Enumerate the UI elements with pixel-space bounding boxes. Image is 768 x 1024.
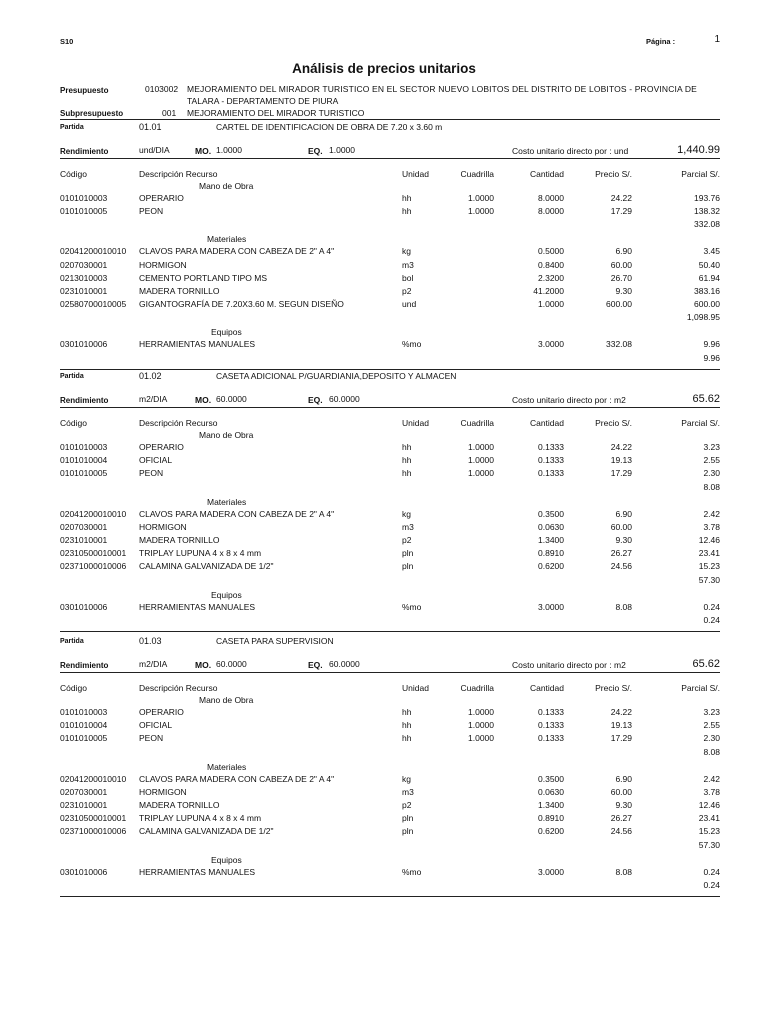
- partida-label: Partida: [60, 638, 84, 645]
- partida-label: Partida: [60, 124, 84, 131]
- resource-parcial: 2.42: [703, 508, 720, 519]
- mo-label: MO.: [195, 660, 212, 670]
- divider: [60, 369, 720, 370]
- resource-cantidad: 0.6200: [538, 561, 564, 572]
- resource-precio: 332.08: [606, 339, 632, 350]
- resource-cantidad: 0.1333: [538, 707, 564, 717]
- subpresupuesto-code: 001: [162, 108, 177, 118]
- section-equipos: Equipos: [211, 589, 242, 600]
- column-header-precio: Precio S/.: [595, 418, 632, 428]
- section-materiales: Materiales: [207, 761, 247, 772]
- rendimiento-label: Rendimiento: [60, 396, 109, 405]
- resource-code: 0101010005: [60, 206, 108, 217]
- resource-parcial: 3.45: [703, 246, 720, 257]
- resource-description: MADERA TORNILLO: [139, 800, 220, 810]
- divider: [60, 631, 720, 632]
- divider: [60, 896, 720, 897]
- resource-description: PEON: [139, 733, 164, 744]
- resource-cantidad: 1.3400: [538, 535, 564, 545]
- resource-cantidad: 0.8910: [538, 548, 564, 559]
- resource-code: 0231010001: [60, 800, 108, 810]
- costo-unitario-label: Costo unitario directo por : und: [512, 146, 629, 156]
- section-equipos: Equipos: [211, 327, 242, 338]
- resource-code: 0231010001: [60, 286, 108, 296]
- resource-precio: 24.22: [610, 707, 632, 717]
- costo-unitario-label: Costo unitario directo por : m2: [512, 395, 626, 405]
- resource-description: TRIPLAY LUPUNA 4 x 8 x 4 mm: [139, 813, 262, 824]
- resource-parcial: 0.24: [703, 866, 720, 877]
- resource-unit: p2: [402, 800, 412, 810]
- resource-description: OFICIAL: [139, 455, 173, 466]
- resource-code: 0213010003: [60, 272, 108, 283]
- resource-precio: 600.00: [606, 299, 632, 310]
- divider: [60, 119, 720, 120]
- resource-cantidad: 0.1333: [538, 733, 564, 744]
- resource-cuadrilla: 1.0000: [468, 707, 494, 717]
- resource-precio: 60.00: [610, 521, 632, 532]
- resource-code: 0101010004: [60, 455, 108, 466]
- resource-unit: hh: [402, 733, 412, 744]
- resource-unit: %mo: [402, 601, 422, 612]
- resource-description: MADERA TORNILLO: [139, 286, 220, 296]
- resource-code: 0207030001: [60, 786, 108, 797]
- resource-precio: 9.30: [615, 286, 632, 296]
- partida-label: Partida: [60, 373, 84, 380]
- resource-parcial: 2.30: [703, 468, 720, 479]
- resource-parcial: 15.23: [698, 826, 720, 837]
- column-header-description: Descripción Recurso: [139, 418, 218, 428]
- resource-precio: 9.30: [615, 800, 632, 810]
- resource-cantidad: 3.0000: [538, 601, 564, 612]
- costo-unitario-label: Costo unitario directo por : m2: [512, 660, 626, 670]
- eq-label: EQ.: [308, 146, 323, 156]
- resource-description: GIGANTOGRAFÍA DE 7.20X3.60 M. SEGUN DISEÑO: [139, 299, 344, 310]
- materiales-total: 1,098.95: [686, 312, 720, 323]
- resource-precio: 60.00: [610, 259, 632, 270]
- resource-unit: m3: [402, 259, 414, 270]
- resource-unit: hh: [402, 455, 412, 466]
- eq-value: 60.0000: [329, 394, 360, 404]
- costo-unitario-value: 1,440.99: [677, 144, 720, 156]
- resource-code: 0301010006: [60, 601, 108, 612]
- mo-value: 60.0000: [216, 394, 247, 404]
- column-header-cuadrilla: Cuadrilla: [460, 683, 494, 693]
- resource-unit: pln: [402, 561, 414, 572]
- rendimiento-unit: m2/DIA: [139, 394, 168, 404]
- resource-parcial: 3.78: [703, 521, 720, 532]
- resource-description: OPERARIO: [139, 442, 184, 452]
- resource-precio: 9.30: [615, 535, 632, 545]
- column-header-parcial: Parcial S/.: [681, 418, 720, 428]
- resource-cantidad: 0.3500: [538, 773, 564, 784]
- presupuesto-name-line1: MEJORAMIENTO DEL MIRADOR TURISTICO EN EL SECTOR NUEVO LOBITOS DEL DISTRITO DE LOBITOS - PROVINCIA DE: [187, 84, 697, 94]
- resource-parcial: 23.41: [698, 813, 720, 824]
- equipos-total: 9.96: [703, 352, 720, 363]
- resource-description: CALAMINA GALVANIZADA DE 1/2": [139, 826, 274, 837]
- divider: [60, 158, 720, 159]
- mo-label: MO.: [195, 146, 212, 156]
- resource-cantidad: 0.3500: [538, 508, 564, 519]
- partida-code: 01.02: [139, 371, 162, 381]
- resource-description: HERRAMIENTAS MANUALES: [139, 339, 256, 350]
- resource-code: 02371000010006: [60, 826, 127, 837]
- column-header-code: Código: [60, 418, 87, 428]
- presupuesto-code: 0103002: [145, 84, 179, 94]
- resource-code: 0301010006: [60, 339, 108, 350]
- resource-code: 0207030001: [60, 521, 108, 532]
- mo-value: 1.0000: [216, 145, 242, 155]
- partida-code: 01.03: [139, 636, 162, 646]
- resource-unit: hh: [402, 720, 412, 731]
- resource-description: PEON: [139, 468, 164, 479]
- resource-cantidad: 0.8400: [538, 259, 564, 270]
- resource-cantidad: 8.0000: [538, 193, 564, 203]
- presupuesto-label: Presupuesto: [60, 86, 109, 95]
- resource-unit: %mo: [402, 339, 422, 350]
- resource-cantidad: 8.0000: [538, 206, 564, 217]
- resource-precio: 26.70: [610, 272, 632, 283]
- resource-cantidad: 0.1333: [538, 720, 564, 731]
- subpresupuesto-name: MEJORAMIENTO DEL MIRADOR TURISTICO: [187, 108, 365, 118]
- resource-unit: m3: [402, 786, 414, 797]
- resource-precio: 8.08: [615, 866, 632, 877]
- resource-precio: 24.56: [610, 561, 632, 572]
- resource-code: 0101010003: [60, 442, 108, 452]
- resource-unit: hh: [402, 193, 412, 203]
- resource-unit: hh: [402, 468, 412, 479]
- costo-unitario-value: 65.62: [692, 658, 720, 670]
- resource-cantidad: 0.5000: [538, 246, 564, 257]
- resource-code: 0101010005: [60, 468, 108, 479]
- resource-code: 02041200010010: [60, 773, 127, 784]
- mano-de-obra-total: 8.08: [703, 481, 720, 492]
- resource-description: OFICIAL: [139, 720, 173, 731]
- resource-description: HORMIGON: [139, 521, 187, 532]
- resource-unit: pln: [402, 826, 414, 837]
- resource-precio: 60.00: [610, 786, 632, 797]
- resource-cuadrilla: 1.0000: [468, 720, 494, 731]
- resource-code: 0231010001: [60, 535, 108, 545]
- eq-value: 1.0000: [329, 145, 355, 155]
- resource-cuadrilla: 1.0000: [468, 193, 494, 203]
- section-mano-de-obra: Mano de Obra: [199, 695, 254, 705]
- resource-cuadrilla: 1.0000: [468, 733, 494, 744]
- resource-cuadrilla: 1.0000: [468, 206, 494, 217]
- column-header-unit: Unidad: [402, 683, 429, 693]
- resource-unit: kg: [402, 246, 411, 257]
- resource-parcial: 12.46: [698, 800, 720, 810]
- section-mano-de-obra: Mano de Obra: [199, 430, 254, 440]
- resource-precio: 17.29: [610, 468, 632, 479]
- resource-description: TRIPLAY LUPUNA 4 x 8 x 4 mm: [139, 548, 262, 559]
- resource-cantidad: 41.2000: [533, 286, 564, 296]
- resource-description: CALAMINA GALVANIZADA DE 1/2": [139, 561, 274, 572]
- resource-unit: kg: [402, 773, 411, 784]
- rendimiento-unit: und/DIA: [139, 145, 170, 155]
- page-label: Página :: [646, 37, 676, 46]
- resource-code: 02310500010001: [60, 548, 127, 559]
- page-number: 1: [714, 34, 720, 45]
- resource-description: HERRAMIENTAS MANUALES: [139, 601, 256, 612]
- resource-parcial: 3.23: [703, 707, 720, 717]
- resource-parcial: 9.96: [703, 339, 720, 350]
- resource-cantidad: 1.0000: [538, 299, 564, 310]
- equipos-total: 0.24: [703, 879, 720, 890]
- resource-cantidad: 2.3200: [538, 272, 564, 283]
- resource-parcial: 600.00: [694, 299, 720, 310]
- resource-description: MADERA TORNILLO: [139, 535, 220, 545]
- column-header-precio: Precio S/.: [595, 169, 632, 179]
- mo-label: MO.: [195, 395, 212, 405]
- section-materiales: Materiales: [207, 234, 247, 245]
- resource-code: 0207030001: [60, 259, 108, 270]
- presupuesto-name-line2: TALARA - DEPARTAMENTO DE PIURA: [187, 96, 339, 106]
- system-label: S10: [60, 37, 74, 46]
- resource-parcial: 15.23: [698, 561, 720, 572]
- resource-description: OPERARIO: [139, 707, 184, 717]
- resource-parcial: 2.30: [703, 733, 720, 744]
- resource-code: 02041200010010: [60, 246, 127, 257]
- resource-code: 0101010003: [60, 193, 108, 203]
- resource-code: 02371000010006: [60, 561, 127, 572]
- eq-label: EQ.: [308, 660, 323, 670]
- rendimiento-label: Rendimiento: [60, 661, 109, 670]
- resource-description: HORMIGON: [139, 786, 187, 797]
- rendimiento-unit: m2/DIA: [139, 659, 168, 669]
- resource-code: 0101010003: [60, 707, 108, 717]
- resource-precio: 24.22: [610, 442, 632, 452]
- resource-cantidad: 0.1333: [538, 442, 564, 452]
- resource-parcial: 3.78: [703, 786, 720, 797]
- divider: [60, 407, 720, 408]
- column-header-unit: Unidad: [402, 418, 429, 428]
- resource-cantidad: 3.0000: [538, 866, 564, 877]
- resource-description: HERRAMIENTAS MANUALES: [139, 866, 256, 877]
- column-header-precio: Precio S/.: [595, 683, 632, 693]
- resource-cuadrilla: 1.0000: [468, 468, 494, 479]
- column-header-cantidad: Cantidad: [529, 418, 564, 428]
- resource-unit: p2: [402, 286, 412, 296]
- resource-cantidad: 3.0000: [538, 339, 564, 350]
- resource-description: CLAVOS PARA MADERA CON CABEZA DE 2" A 4": [139, 508, 335, 519]
- column-header-cuadrilla: Cuadrilla: [460, 169, 494, 179]
- resource-code: 0101010004: [60, 720, 108, 731]
- column-header-description: Descripción Recurso: [139, 683, 218, 693]
- resource-unit: hh: [402, 442, 412, 452]
- resource-parcial: 2.55: [703, 720, 720, 731]
- resource-parcial: 61.94: [698, 272, 720, 283]
- resource-parcial: 138.32: [694, 206, 720, 217]
- equipos-total: 0.24: [703, 614, 720, 625]
- resource-precio: 17.29: [610, 206, 632, 217]
- resource-precio: 6.90: [615, 773, 632, 784]
- column-header-code: Código: [60, 683, 87, 693]
- resource-unit: kg: [402, 508, 411, 519]
- column-header-description: Descripción Recurso: [139, 169, 218, 179]
- costo-unitario-value: 65.62: [692, 393, 720, 405]
- resource-description: HORMIGON: [139, 259, 187, 270]
- resource-description: OPERARIO: [139, 193, 184, 203]
- resource-unit: und: [402, 299, 417, 310]
- resource-parcial: 2.55: [703, 455, 720, 466]
- resource-code: 0301010006: [60, 866, 108, 877]
- resource-parcial: 50.40: [698, 259, 720, 270]
- resource-unit: pln: [402, 813, 414, 824]
- resource-cuadrilla: 1.0000: [468, 442, 494, 452]
- resource-parcial: 23.41: [698, 548, 720, 559]
- resource-code: 02041200010010: [60, 508, 127, 519]
- resource-unit: p2: [402, 535, 412, 545]
- section-mano-de-obra: Mano de Obra: [199, 181, 254, 191]
- resource-unit: %mo: [402, 866, 422, 877]
- partida-name: CARTEL DE IDENTIFICACION DE OBRA DE 7.20 x 3.60 m: [216, 122, 443, 132]
- materiales-total: 57.30: [698, 574, 720, 585]
- resource-cantidad: 0.0630: [538, 786, 564, 797]
- column-header-parcial: Parcial S/.: [681, 169, 720, 179]
- materiales-total: 57.30: [698, 839, 720, 850]
- resource-code: 0101010005: [60, 733, 108, 744]
- resource-cantidad: 0.6200: [538, 826, 564, 837]
- mano-de-obra-total: 8.08: [703, 746, 720, 757]
- resource-precio: 6.90: [615, 246, 632, 257]
- column-header-cuadrilla: Cuadrilla: [460, 418, 494, 428]
- resource-unit: m3: [402, 521, 414, 532]
- rendimiento-label: Rendimiento: [60, 147, 109, 156]
- resource-cantidad: 0.0630: [538, 521, 564, 532]
- column-header-cantidad: Cantidad: [529, 169, 564, 179]
- page-title: Análisis de precios unitarios: [292, 61, 476, 76]
- resource-parcial: 0.24: [703, 601, 720, 612]
- resource-cantidad: 0.1333: [538, 468, 564, 479]
- resource-parcial: 3.23: [703, 442, 720, 452]
- section-equipos: Equipos: [211, 854, 242, 865]
- resource-unit: hh: [402, 206, 412, 217]
- resource-code: 02580700010005: [60, 299, 127, 310]
- resource-cantidad: 0.1333: [538, 455, 564, 466]
- resource-precio: 8.08: [615, 601, 632, 612]
- resource-precio: 24.56: [610, 826, 632, 837]
- column-header-unit: Unidad: [402, 169, 429, 179]
- resource-parcial: 2.42: [703, 773, 720, 784]
- resource-precio: 17.29: [610, 733, 632, 744]
- mo-value: 60.0000: [216, 659, 247, 669]
- resource-code: 02310500010001: [60, 813, 127, 824]
- resource-parcial: 12.46: [698, 535, 720, 545]
- resource-precio: 19.13: [610, 720, 632, 731]
- resource-precio: 26.27: [610, 548, 632, 559]
- resource-unit: hh: [402, 707, 412, 717]
- resource-unit: bol: [402, 272, 414, 283]
- resource-description: CEMENTO PORTLAND TIPO MS: [139, 272, 267, 283]
- partida-name: CASETA ADICIONAL P/GUARDIANIA,DEPOSITO Y ALMACEN: [216, 371, 457, 381]
- partida-code: 01.01: [139, 122, 162, 132]
- column-header-cantidad: Cantidad: [529, 683, 564, 693]
- column-header-code: Código: [60, 169, 87, 179]
- section-materiales: Materiales: [207, 496, 247, 507]
- resource-unit: pln: [402, 548, 414, 559]
- resource-precio: 26.27: [610, 813, 632, 824]
- partida-name: CASETA PARA SUPERVISION: [216, 636, 334, 646]
- resource-parcial: 193.76: [694, 193, 720, 203]
- resource-cantidad: 1.3400: [538, 800, 564, 810]
- column-header-parcial: Parcial S/.: [681, 683, 720, 693]
- resource-precio: 19.13: [610, 455, 632, 466]
- resource-parcial: 383.16: [694, 286, 720, 296]
- eq-label: EQ.: [308, 395, 323, 405]
- resource-precio: 24.22: [610, 193, 632, 203]
- resource-precio: 6.90: [615, 508, 632, 519]
- resource-description: CLAVOS PARA MADERA CON CABEZA DE 2" A 4": [139, 246, 335, 257]
- resource-cuadrilla: 1.0000: [468, 455, 494, 466]
- divider: [60, 672, 720, 673]
- resource-description: PEON: [139, 206, 164, 217]
- eq-value: 60.0000: [329, 659, 360, 669]
- resource-cantidad: 0.8910: [538, 813, 564, 824]
- resource-description: CLAVOS PARA MADERA CON CABEZA DE 2" A 4": [139, 773, 335, 784]
- mano-de-obra-total: 332.08: [694, 219, 720, 230]
- subpresupuesto-label: Subpresupuesto: [60, 109, 124, 118]
